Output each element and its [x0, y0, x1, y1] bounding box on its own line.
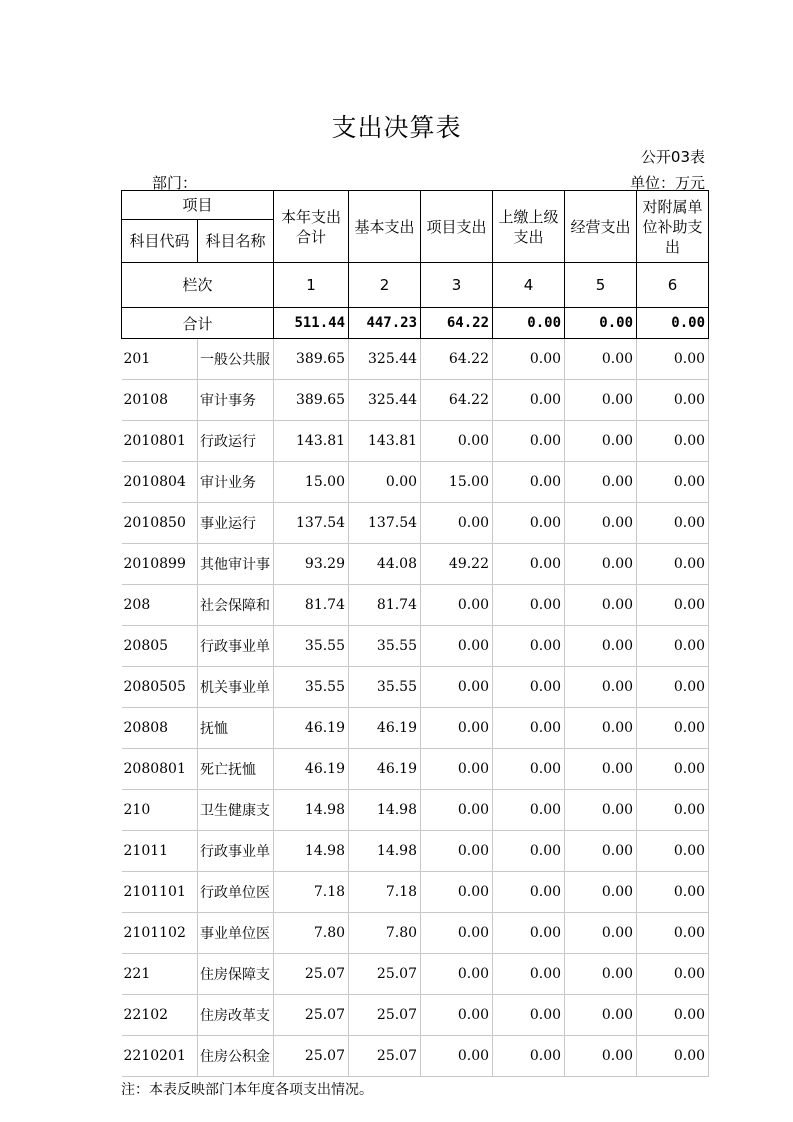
subject-name-cell: 住房保障支: [198, 954, 274, 995]
subject-name-cell: 行政事业单: [198, 626, 274, 667]
amount-cell: 0.00: [637, 667, 709, 708]
col-number: 5: [565, 263, 637, 308]
table-row: [122, 1036, 709, 1077]
amount-cell: 25.07: [274, 995, 349, 1036]
subject-name-cell: 审计业务: [198, 462, 274, 503]
amount-cell: 35.55: [349, 626, 421, 667]
amount-cell: 35.55: [274, 626, 349, 667]
subject-code-cell: 2101102: [122, 913, 198, 954]
total-value: 511.44: [274, 308, 349, 339]
col-number: 3: [421, 263, 493, 308]
amount-cell: 0.00: [493, 380, 565, 421]
amount-cell: 0.00: [565, 708, 637, 749]
amount-cell: 35.55: [274, 667, 349, 708]
amount-cell: 0.00: [421, 749, 493, 790]
amount-cell: 0.00: [637, 585, 709, 626]
amount-cell: 0.00: [637, 503, 709, 544]
table-row: [122, 585, 709, 626]
col-number: 1: [274, 263, 349, 308]
amount-cell: 0.00: [493, 749, 565, 790]
header-code: 科目代码: [122, 220, 198, 263]
amount-cell: 0.00: [493, 995, 565, 1036]
amount-cell: 0.00: [637, 544, 709, 585]
header-col-3: 项目支出: [421, 191, 493, 263]
amount-cell: 64.22: [421, 380, 493, 421]
amount-cell: 0.00: [565, 872, 637, 913]
amount-cell: 0.00: [421, 626, 493, 667]
total-value: 0.00: [637, 308, 709, 339]
subject-name-cell: 行政事业单: [198, 831, 274, 872]
amount-cell: 14.98: [274, 790, 349, 831]
amount-cell: 0.00: [493, 462, 565, 503]
amount-cell: 0.00: [637, 995, 709, 1036]
amount-cell: 25.07: [274, 954, 349, 995]
amount-cell: 143.81: [274, 421, 349, 462]
amount-cell: 81.74: [274, 585, 349, 626]
amount-cell: 0.00: [637, 1036, 709, 1077]
unit-label: 单位：万元: [629, 174, 705, 192]
subject-name-cell: 机关事业单: [198, 667, 274, 708]
footnote: 注：本表反映部门本年度各项支出情况。: [121, 1082, 373, 1098]
header-col-1: 本年支出合计: [274, 191, 349, 263]
table-row: [122, 667, 709, 708]
amount-cell: 25.07: [349, 1036, 421, 1077]
amount-cell: 0.00: [493, 708, 565, 749]
header-col-2: 基本支出: [349, 191, 421, 263]
row-index-label: 栏次: [122, 263, 274, 308]
subject-name-cell: 其他审计事: [198, 544, 274, 585]
table-row: [122, 421, 709, 462]
amount-cell: 325.44: [349, 380, 421, 421]
subject-code-cell: 2101101: [122, 872, 198, 913]
column-index-row: [122, 263, 709, 308]
amount-cell: 0.00: [565, 503, 637, 544]
amount-cell: 15.00: [274, 462, 349, 503]
header-name: 科目名称: [198, 220, 274, 263]
amount-cell: 0.00: [421, 421, 493, 462]
amount-cell: 0.00: [493, 872, 565, 913]
subject-code-cell: 2010804: [122, 462, 198, 503]
amount-cell: 0.00: [493, 831, 565, 872]
amount-cell: 0.00: [421, 585, 493, 626]
amount-cell: 0.00: [637, 708, 709, 749]
amount-cell: 14.98: [349, 831, 421, 872]
amount-cell: 0.00: [421, 995, 493, 1036]
table-row: [122, 790, 709, 831]
amount-cell: 46.19: [274, 708, 349, 749]
amount-cell: 46.19: [349, 749, 421, 790]
table-row: [122, 708, 709, 749]
amount-cell: 0.00: [493, 667, 565, 708]
table-row: [122, 544, 709, 585]
amount-cell: 81.74: [349, 585, 421, 626]
amount-cell: 0.00: [565, 626, 637, 667]
amount-cell: 0.00: [421, 872, 493, 913]
amount-cell: 0.00: [565, 462, 637, 503]
amount-cell: 7.18: [274, 872, 349, 913]
subject-name-cell: 死亡抚恤: [198, 749, 274, 790]
amount-cell: 0.00: [349, 462, 421, 503]
amount-cell: 389.65: [274, 380, 349, 421]
amount-cell: 389.65: [274, 339, 349, 380]
form-number: 公开03表: [640, 148, 705, 166]
header-item: 项目: [122, 191, 274, 220]
table-row: [122, 462, 709, 503]
amount-cell: 0.00: [421, 503, 493, 544]
amount-cell: 0.00: [637, 831, 709, 872]
table-row: [122, 913, 709, 954]
subject-code-cell: 201: [122, 339, 198, 380]
amount-cell: 49.22: [421, 544, 493, 585]
subject-code-cell: 2210201: [122, 1036, 198, 1077]
table-row: [122, 339, 709, 380]
amount-cell: 0.00: [493, 913, 565, 954]
amount-cell: 25.07: [274, 1036, 349, 1077]
amount-cell: 14.98: [274, 831, 349, 872]
total-label: 合计: [122, 308, 274, 339]
amount-cell: 0.00: [421, 954, 493, 995]
table-row: [122, 831, 709, 872]
department-label: 部门：: [152, 174, 198, 192]
subject-name-cell: 事业单位医: [198, 913, 274, 954]
amount-cell: 0.00: [637, 626, 709, 667]
amount-cell: 64.22: [421, 339, 493, 380]
amount-cell: 0.00: [565, 913, 637, 954]
amount-cell: 25.07: [349, 995, 421, 1036]
amount-cell: 7.80: [274, 913, 349, 954]
amount-cell: 0.00: [493, 1036, 565, 1077]
subject-code-cell: 21011: [122, 831, 198, 872]
table-row: [122, 626, 709, 667]
subject-code-cell: 221: [122, 954, 198, 995]
amount-cell: 0.00: [565, 585, 637, 626]
subject-code-cell: 20108: [122, 380, 198, 421]
amount-cell: 137.54: [349, 503, 421, 544]
amount-cell: 7.18: [349, 872, 421, 913]
amount-cell: 0.00: [421, 913, 493, 954]
subject-code-cell: 2010899: [122, 544, 198, 585]
table-row: [122, 872, 709, 913]
amount-cell: 0.00: [493, 544, 565, 585]
amount-cell: 0.00: [493, 503, 565, 544]
amount-cell: 0.00: [493, 585, 565, 626]
amount-cell: 14.98: [349, 790, 421, 831]
table-row: [122, 503, 709, 544]
total-value: 447.23: [349, 308, 421, 339]
subject-name-cell: 社会保障和: [198, 585, 274, 626]
amount-cell: 0.00: [565, 421, 637, 462]
amount-cell: 25.07: [349, 954, 421, 995]
amount-cell: 0.00: [493, 339, 565, 380]
header-row: [122, 191, 709, 220]
subject-code-cell: 2010801: [122, 421, 198, 462]
amount-cell: 0.00: [565, 954, 637, 995]
table-row: [122, 380, 709, 421]
header-col-4: 上缴上级支出: [493, 191, 565, 263]
table-row: [122, 749, 709, 790]
subject-code-cell: 20805: [122, 626, 198, 667]
amount-cell: 0.00: [493, 790, 565, 831]
subject-name-cell: 审计事务: [198, 380, 274, 421]
amount-cell: 15.00: [421, 462, 493, 503]
amount-cell: 0.00: [565, 380, 637, 421]
total-row: [122, 308, 709, 339]
amount-cell: 0.00: [493, 421, 565, 462]
amount-cell: 0.00: [637, 790, 709, 831]
subject-code-cell: 20808: [122, 708, 198, 749]
amount-cell: 325.44: [349, 339, 421, 380]
amount-cell: 143.81: [349, 421, 421, 462]
amount-cell: 0.00: [637, 421, 709, 462]
amount-cell: 0.00: [565, 544, 637, 585]
subject-code-cell: 210: [122, 790, 198, 831]
amount-cell: 0.00: [637, 380, 709, 421]
amount-cell: 44.08: [349, 544, 421, 585]
subject-name-cell: 抚恤: [198, 708, 274, 749]
subject-name-cell: 卫生健康支: [198, 790, 274, 831]
subject-code-cell: 208: [122, 585, 198, 626]
header-col-5: 经营支出: [565, 191, 637, 263]
expenditure-table: [121, 190, 709, 1077]
subject-name-cell: 住房公积金: [198, 1036, 274, 1077]
amount-cell: 0.00: [637, 749, 709, 790]
amount-cell: 0.00: [421, 667, 493, 708]
subject-name-cell: 行政运行: [198, 421, 274, 462]
amount-cell: 0.00: [493, 626, 565, 667]
subject-code-cell: 2080505: [122, 667, 198, 708]
amount-cell: 46.19: [349, 708, 421, 749]
subject-code-cell: 22102: [122, 995, 198, 1036]
amount-cell: 0.00: [565, 1036, 637, 1077]
subject-code-cell: 2010850: [122, 503, 198, 544]
amount-cell: 46.19: [274, 749, 349, 790]
table-row: [122, 995, 709, 1036]
subject-name-cell: 住房改革支: [198, 995, 274, 1036]
total-value: 0.00: [493, 308, 565, 339]
amount-cell: 0.00: [637, 339, 709, 380]
amount-cell: 0.00: [421, 708, 493, 749]
page-title: 支出决算表: [331, 113, 462, 142]
amount-cell: 0.00: [565, 790, 637, 831]
amount-cell: 137.54: [274, 503, 349, 544]
amount-cell: 0.00: [637, 872, 709, 913]
amount-cell: 0.00: [421, 1036, 493, 1077]
amount-cell: 0.00: [565, 339, 637, 380]
amount-cell: 35.55: [349, 667, 421, 708]
amount-cell: 0.00: [637, 462, 709, 503]
total-value: 0.00: [565, 308, 637, 339]
amount-cell: 0.00: [565, 749, 637, 790]
amount-cell: 0.00: [565, 831, 637, 872]
amount-cell: 0.00: [421, 831, 493, 872]
total-value: 64.22: [421, 308, 493, 339]
col-number: 2: [349, 263, 421, 308]
subject-name-cell: 一般公共服: [198, 339, 274, 380]
subject-name-cell: 事业运行: [198, 503, 274, 544]
amount-cell: 0.00: [637, 913, 709, 954]
header-col-6: 对附属单位补助支出: [637, 191, 709, 263]
amount-cell: 0.00: [637, 954, 709, 995]
table-row: [122, 954, 709, 995]
col-number: 6: [637, 263, 709, 308]
amount-cell: 93.29: [274, 544, 349, 585]
subject-name-cell: 行政单位医: [198, 872, 274, 913]
amount-cell: 0.00: [421, 790, 493, 831]
amount-cell: 7.80: [349, 913, 421, 954]
col-number: 4: [493, 263, 565, 308]
amount-cell: 0.00: [493, 954, 565, 995]
amount-cell: 0.00: [565, 667, 637, 708]
amount-cell: 0.00: [565, 995, 637, 1036]
subject-code-cell: 2080801: [122, 749, 198, 790]
